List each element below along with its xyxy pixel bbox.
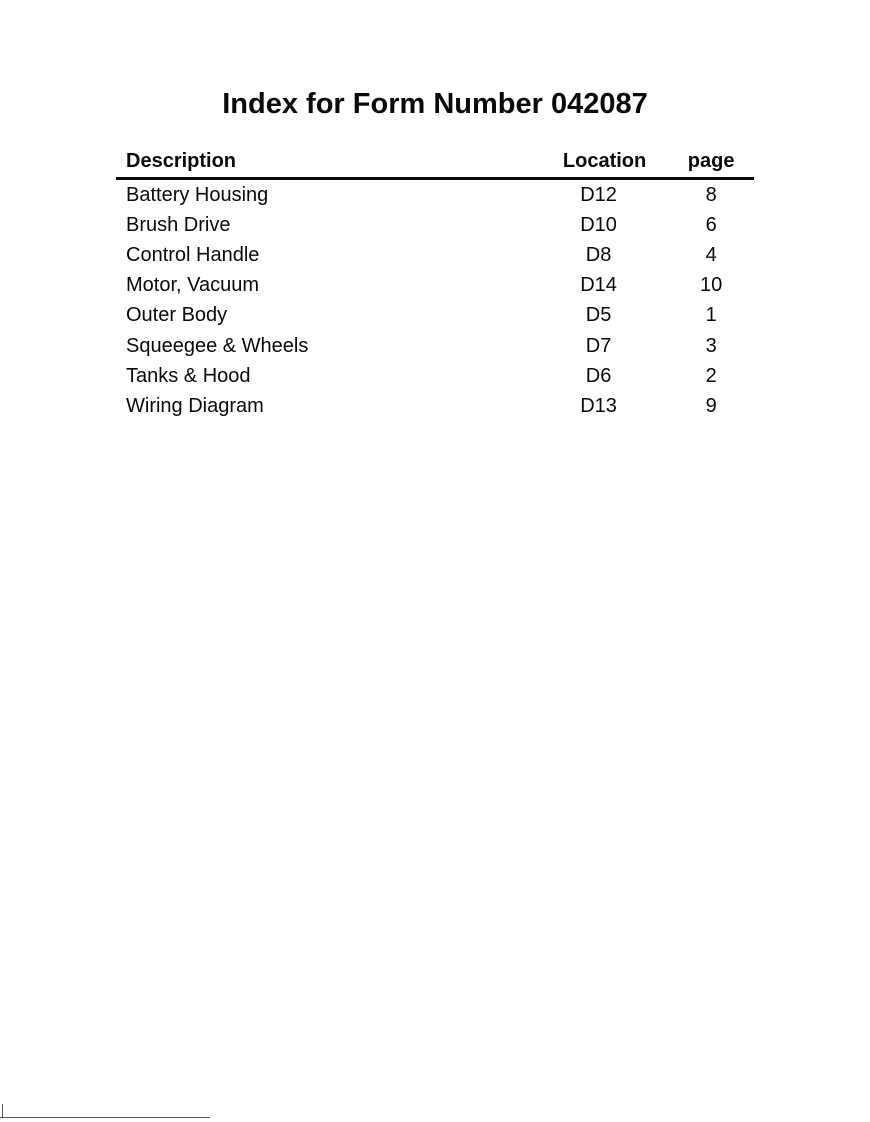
table-row: [116, 331, 754, 361]
row-description: Control Handle: [126, 243, 260, 266]
row-page: 2: [705, 364, 717, 387]
index-table: [116, 146, 754, 422]
row-page: 8: [705, 183, 717, 206]
row-location: D5: [585, 304, 612, 327]
row-location: D12: [580, 183, 617, 206]
table-row: [116, 210, 754, 240]
header-description: Description: [116, 146, 529, 179]
page-title-text: Index for Form Number 042087: [222, 88, 648, 120]
row-description: Brush Drive: [126, 213, 231, 236]
row-page: 3: [705, 334, 717, 357]
row-location: D14: [580, 274, 617, 297]
scan-edge-line: [0, 1117, 210, 1118]
scan-edge-mark: [2, 1104, 3, 1118]
header-location: Location: [529, 146, 668, 179]
row-location: D8: [585, 243, 612, 266]
row-page: 9: [705, 394, 717, 417]
table-row: [116, 391, 754, 421]
row-description: Tanks & Hood: [126, 364, 251, 387]
row-description: Wiring Diagram: [126, 394, 264, 417]
row-description: Battery Housing: [126, 183, 269, 206]
page-title: [0, 88, 870, 121]
row-location: D10: [580, 213, 617, 236]
table-row: [116, 361, 754, 391]
row-page: 1: [705, 304, 717, 327]
header-page: page: [668, 146, 754, 179]
row-page: 10: [700, 274, 723, 297]
table-row: [116, 271, 754, 301]
row-page: 4: [705, 243, 717, 266]
row-location: D13: [580, 394, 617, 417]
row-page: 6: [705, 213, 717, 236]
row-description: Outer Body: [126, 304, 228, 327]
row-location: D7: [585, 334, 612, 357]
table-row: [116, 240, 754, 270]
table-row: [116, 179, 754, 211]
row-description: Motor, Vacuum: [126, 274, 260, 297]
row-description: Squeegee & Wheels: [126, 334, 309, 357]
table-row: [116, 301, 754, 331]
table-header-row: [116, 146, 754, 179]
row-location: D6: [585, 364, 612, 387]
